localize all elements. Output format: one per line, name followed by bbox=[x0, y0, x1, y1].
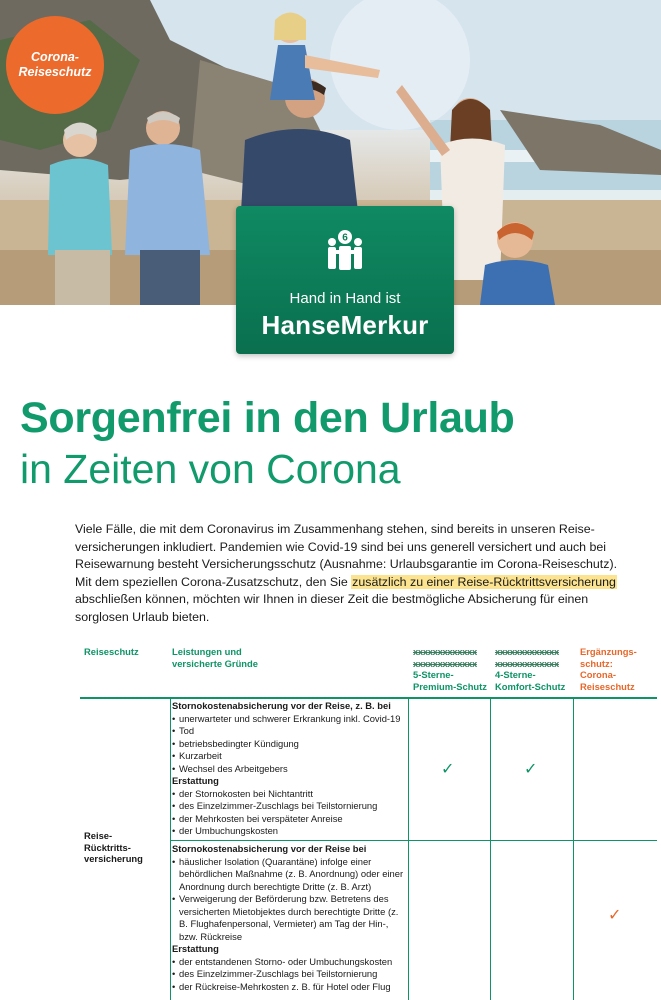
block1-erstattung-list bbox=[172, 788, 406, 838]
list-item: • Tod bbox=[172, 725, 406, 738]
list-item: • der Umbuchungskosten bbox=[172, 825, 406, 838]
header-komfort-line1: 4-Sterne- bbox=[495, 669, 536, 680]
table-top-rule bbox=[80, 697, 657, 699]
badge-line-2: Reiseschutz bbox=[18, 65, 92, 79]
column-header-leistungen bbox=[172, 646, 258, 669]
header-komfort-struck-2: xxxxxxxxxxxxx bbox=[495, 657, 559, 669]
table-vline-2 bbox=[408, 698, 409, 1000]
corona-reiseschutz-badge bbox=[6, 16, 104, 114]
svg-text:6: 6 bbox=[342, 232, 348, 244]
page-subtitle: in Zeiten von Corona bbox=[20, 446, 401, 492]
header-corona-line4: Reiseschutz bbox=[580, 680, 635, 692]
list-item: • Kurzarbeit bbox=[172, 750, 406, 763]
list-item: • des Einzelzimmer-Zuschlags bei Teilstornierung bbox=[172, 968, 406, 981]
header-premium-line1: 5-Sterne- bbox=[413, 669, 454, 680]
row-label-line2: Rücktritts- bbox=[84, 841, 131, 853]
block1-list bbox=[172, 713, 406, 776]
check-icon-komfort: ✓ bbox=[524, 761, 538, 778]
header-premium-struck-2: xxxxxxxxxxxxx bbox=[413, 657, 477, 669]
list-item: • Wechsel des Arbeitgebers bbox=[172, 763, 406, 776]
brand-tagline: Hand in Hand ist bbox=[289, 290, 401, 307]
table-vline-3 bbox=[490, 698, 491, 1000]
table-cell-block1 bbox=[172, 700, 406, 838]
table-vline-1 bbox=[170, 698, 171, 1000]
block2-erstattung-heading: Erstattung bbox=[172, 943, 219, 955]
intro-paragraph bbox=[75, 521, 635, 627]
block2-list bbox=[172, 856, 406, 944]
header-corona-line3: Corona- bbox=[580, 669, 616, 680]
list-item: • des Einzelzimmer-Zuschlags bei Teilstornierung bbox=[172, 800, 406, 813]
column-header-premium bbox=[413, 646, 487, 692]
table-cell-block2 bbox=[172, 843, 406, 994]
row-label-line1: Reise- bbox=[84, 830, 113, 841]
block1-erstattung-heading: Erstattung bbox=[172, 775, 219, 787]
header-komfort-struck-1: xxxxxxxxxxxxx bbox=[495, 646, 559, 657]
list-item: • der Stornokosten bei Nichtantritt bbox=[172, 788, 406, 801]
check-icon-corona: ✓ bbox=[608, 907, 622, 924]
table-row-divider bbox=[170, 840, 657, 841]
row-label-line3: versicherung bbox=[84, 853, 143, 864]
block1-heading: Stornokostenabsicherung vor der Reise, z. B. bei bbox=[172, 700, 391, 711]
list-item: • Verweigerung der Beförderung bzw. Betretens des versicherten Mietobjektes durch berechtigte Dritte (z. B. Flughafenpersonal, Vermieter) am Tag der Hin-, bzw. Rückreise bbox=[172, 893, 406, 943]
intro-highlight: zusätzlich zu einer Reise-Rücktrittsversicherung bbox=[352, 574, 616, 589]
header-corona-line1: Ergänzungs- bbox=[580, 646, 637, 657]
badge-line-1: Corona- bbox=[31, 50, 79, 64]
table-vline-4 bbox=[573, 698, 574, 1000]
list-item: • der Mehrkosten bei verspäteter Anreise bbox=[172, 813, 406, 826]
brand-name: HanseMerkur bbox=[261, 310, 429, 340]
hansemerkur-logo-box bbox=[236, 206, 454, 354]
header-leistungen-line1: Leistungen und bbox=[172, 646, 242, 657]
hansemerkur-people-icon bbox=[325, 228, 365, 272]
intro-text-1: Viele Fälle, die mit dem Coronavirus im Zusammenhang stehen, sind bereits in unseren Reise-versicherungen inkludiert. Pandemien wie Covid-19 sind bei uns generell versichert und auch bei Reisewarnung besteht Versicherungsschutz (Ausnahme: Urlaubsgarantie im Corona-Reiseschutz). Mit dem speziellen Corona-Zusatzschutz, den Sie bbox=[75, 522, 618, 589]
header-premium-line2: Premium-Schutz bbox=[413, 680, 487, 692]
page-title: Sorgenfrei in den Urlaub bbox=[20, 394, 515, 442]
list-item: • unerwarteter und schwerer Erkrankung inkl. Covid-19 bbox=[172, 713, 406, 726]
column-header-corona bbox=[580, 646, 637, 692]
block2-erstattung-list bbox=[172, 956, 406, 994]
list-item: • der Rückreise-Mehrkosten z. B. für Hotel oder Flug bbox=[172, 981, 406, 994]
check-icon-premium: ✓ bbox=[441, 761, 455, 778]
intro-text-2: abschließen können, möchten wir Ihnen in dieser Zeit die bestmögliche Absicherung für einen sorglosen Urlaub bieten. bbox=[75, 592, 589, 624]
header-premium-struck-1: xxxxxxxxxxxxx bbox=[413, 646, 477, 657]
block2-heading: Stornokostenabsicherung vor der Reise bei bbox=[172, 843, 367, 854]
column-header-reiseschutz bbox=[84, 646, 139, 658]
row-label-reiseruecktritt bbox=[84, 830, 164, 865]
list-item: • der entstandenen Storno- oder Umbuchungskosten bbox=[172, 956, 406, 969]
header-komfort-line2: Komfort-Schutz bbox=[495, 680, 566, 692]
header-reiseschutz-label: Reiseschutz bbox=[84, 646, 139, 657]
header-corona-line2: schutz: bbox=[580, 657, 613, 669]
header-leistungen-line2: versicherte Gründe bbox=[172, 657, 258, 669]
list-item: • betriebsbedingter Kündigung bbox=[172, 738, 406, 751]
list-item: • häuslicher Isolation (Quarantäne) infolge einer behördlichen Maßnahme (z. B. Anordnung) oder einer Anordnung durch berechtigte Dritte (z. B. Arzt) bbox=[172, 856, 406, 894]
column-header-komfort bbox=[495, 646, 565, 692]
